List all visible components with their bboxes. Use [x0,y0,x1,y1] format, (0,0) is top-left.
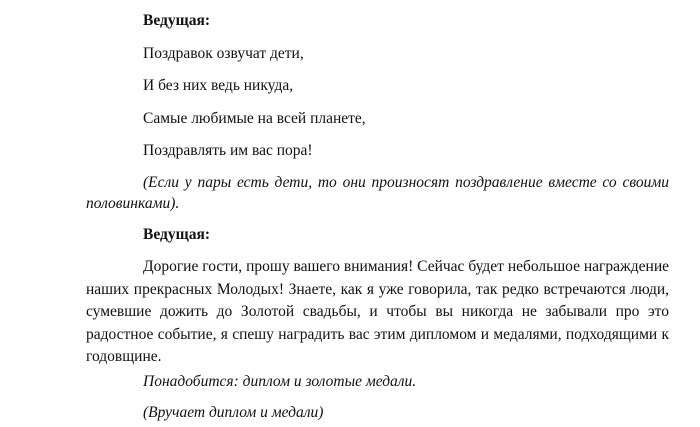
verse-line-3: Самые любимые на всей планете, [143,110,366,127]
note-action: (Вручает диплом и медали) [143,404,324,421]
note-needed-items: Понадобится: диплом и золотые медали. [143,373,417,390]
speaker-label-1: Ведущая: [143,12,210,29]
verse-line-1: Поздравок озвучат дети, [143,45,304,62]
speaker-label-2: Ведущая: [143,226,210,243]
verse-line-2: И без них ведь никуда, [143,77,294,94]
verse-line-4: Поздравлять им вас пора! [143,142,313,159]
stage-note-children: (Если у пары есть дети, то они произносят поздравление вместе со своими половинками). [86,174,669,212]
host-speech-paragraph: Дорогие гости, прошу вашего внимания! Сейчас будет небольшое награждение наших прекрасных Молодых! Знаете, как я уже говорила, так редко встречаются люди, сумевшие дожить до Золотой свадьбы, и чтобы вы никогда не забывали про это радостное событие, я спешу наградить вас этим дипломом и медалями, подходящими к годовщине. [86,258,669,365]
